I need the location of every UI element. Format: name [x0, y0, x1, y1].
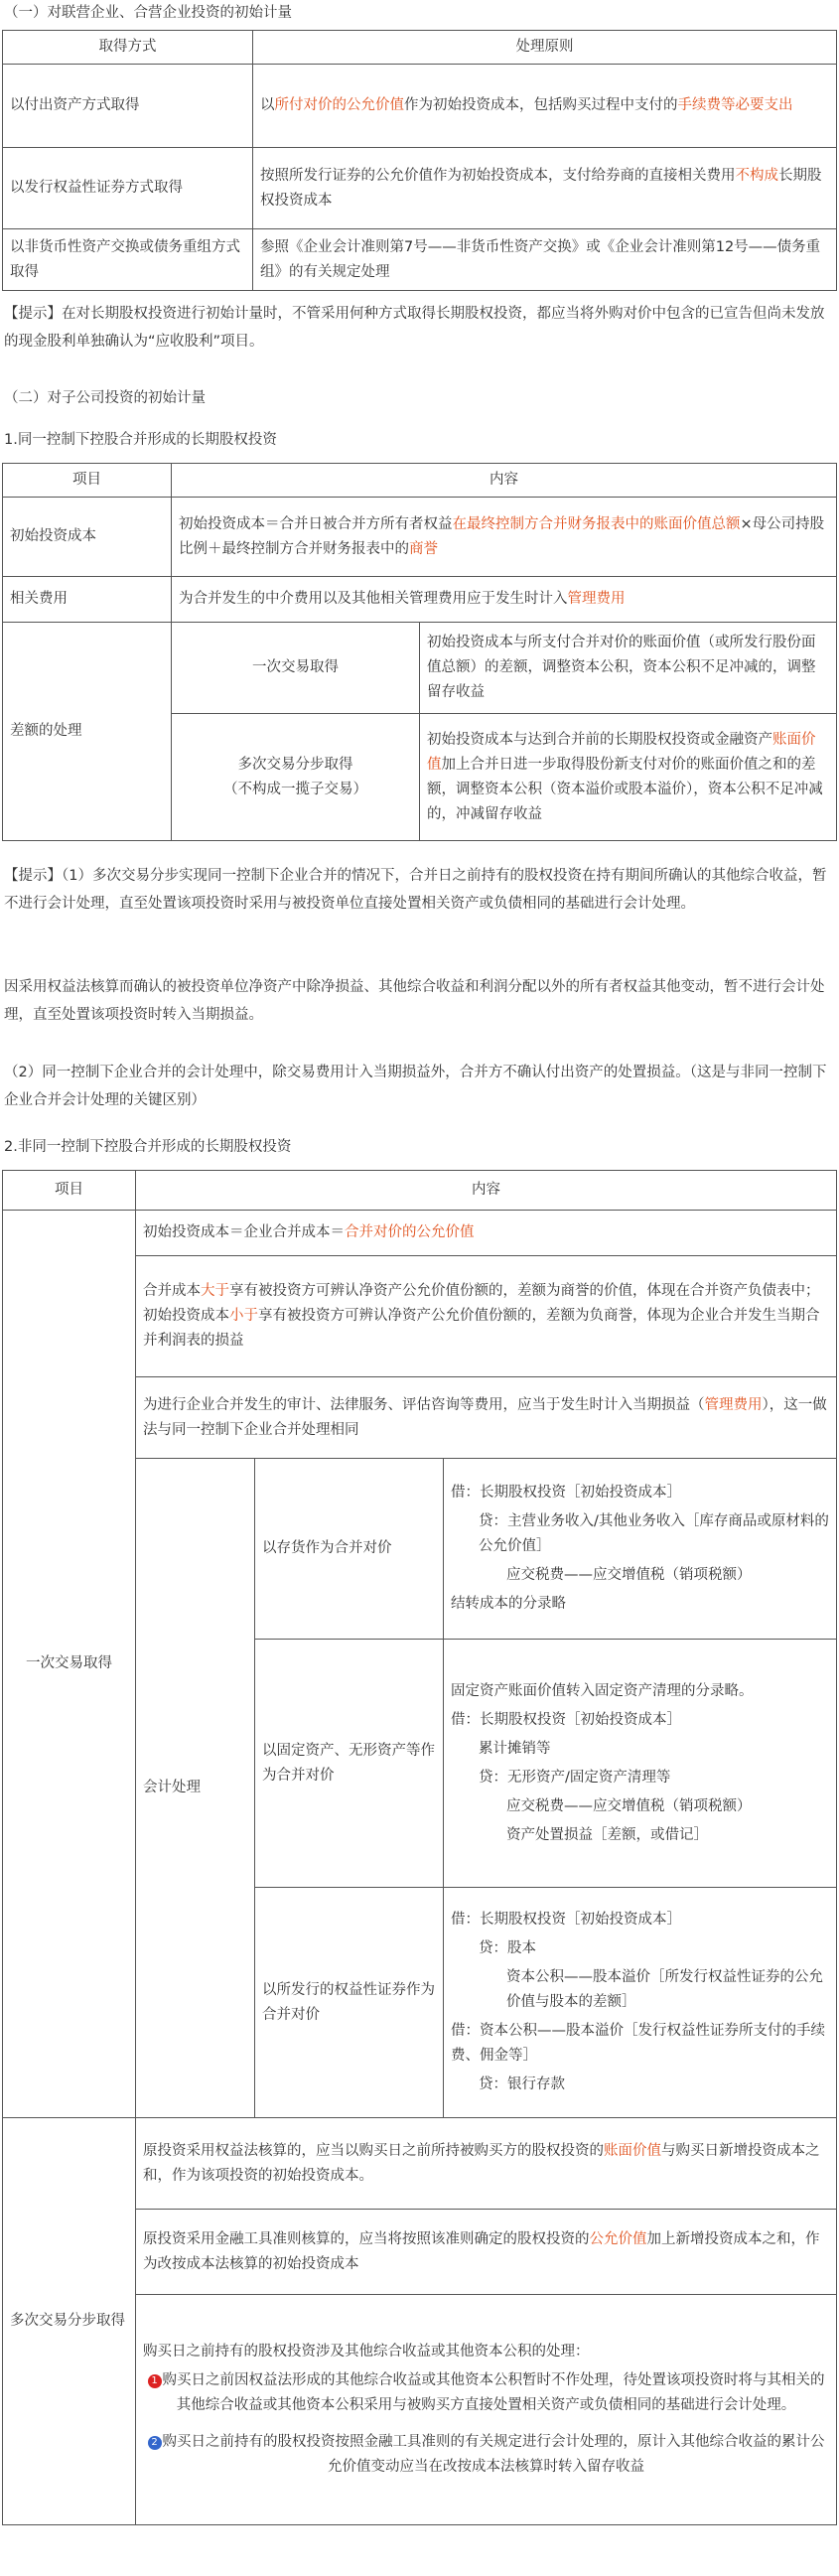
column-header: 取得方式	[3, 31, 253, 65]
column-header: 内容	[172, 464, 837, 498]
tip-note: （2）同一控制下企业合并的会计处理中，除交易费用计入当期损益外，合并方不确认付出资产的处置损益。（这是与非同一控制下企业合并会计处理的关键区别）	[4, 1065, 827, 1108]
item-label: 多次交易分步取得	[3, 2118, 136, 2525]
content-cell: 初始投资成本与所支付合并对价的账面价值（或所发行股份面值总额）的差额，调整资本公积，资本公积不足冲减的，调整留存收益	[420, 623, 837, 714]
number-badge-1: 1	[148, 2374, 162, 2388]
method-cell: 以非货币性资产交换或债务重组方式取得	[3, 229, 253, 291]
sub-label: 多次交易分步取得 （不构成一揽子交易）	[172, 714, 420, 841]
principle-cell: 按照所发行证券的公允价值作为初始投资成本，支付给券商的直接相关费用不构成长期股权投资成本	[253, 148, 837, 229]
content-cell: 为合并发生的中介费用以及其他相关管理费用应于发生时计入管理费用	[172, 577, 837, 623]
principle-cell: 参照《企业会计准则第7号——非货币性资产交换》或《企业会计准则第12号——债务重组》的有关规定处理	[253, 229, 837, 291]
content-cell: 原投资采用权益法核算的，应当以购买日之前所持被购买方的股权投资的账面价值与购买日新增投资成本之和，作为该项投资的初始投资成本。	[136, 2118, 837, 2210]
journal-entry: 借：长期股权投资［初始投资成本］ 贷：主营业务收入/其他业务收入［库存商品或原材料的公允价值］ 应交税费——应交增值税（销项税额） 结转成本的分录略	[444, 1459, 837, 1640]
consideration-label: 以存货作为合并对价	[255, 1459, 444, 1640]
content-cell: 购买日之前持有的股权投资涉及其他综合收益或其他资本公积的处理： 1 购买日之前因权益法形成的其他综合收益或其他资本公积暂时不作处理，待处置该项投资时将与其相关的其他综合收益或其他资本公积采用与被购买方直接处置相关资产或负债相同的基础进行会计处理。 2 购买日之前持有的股权投资按照金融工具准则的有关规定进行会计处理的，原计入其他综合收益的累计公允价值变动应当在改按成本法核算时转入留存收益	[136, 2295, 837, 2525]
item-label: 差额的处理	[3, 623, 172, 841]
item-label: 一次交易取得	[3, 1211, 136, 2118]
tip-note: 【提示】（1）多次交易分步实现同一控制下企业合并的情况下，合并日之前持有的股权投资在持有期间所确认的其他综合收益，暂不进行会计处理，直至处置该项投资时采用与被投资单位直接处置相关资产或负债相同的基础进行会计处理。	[4, 868, 827, 912]
column-header: 项目	[3, 464, 172, 498]
section-heading: （一）对联营企业、合营企业投资的初始计量	[4, 5, 292, 21]
column-header: 处理原则	[253, 31, 837, 65]
content-cell: 原投资采用金融工具准则核算的，应当将按照该准则确定的股权投资的公允价值加上新增投资成本之和，作为改按成本法核算的初始投资成本	[136, 2210, 837, 2295]
content-cell: 初始投资成本与达到合并前的长期股权投资或金融资产账面价值加上合并日进一步取得股份新支付对价的账面价值之和的差额，调整资本公积（资本溢价或股本溢价），资本公积不足冲减的，冲减留存收益	[420, 714, 837, 841]
journal-entry: 借：长期股权投资［初始投资成本］ 贷：股本 资本公积——股本溢价［所发行权益性证券的公允价值与股本的差额］ 借：资本公积——股本溢价［发行权益性证券所支付的手续费、佣金等］ 贷：银行存款	[444, 1888, 837, 2118]
sub-label: 一次交易取得	[172, 623, 420, 714]
column-header: 项目	[3, 1171, 136, 1211]
tip-note: 【提示】在对长期股权投资进行初始计量时，不管采用何种方式取得长期股权投资，都应当将外购对价中包含的已宣告但尚未发放的现金股利单独确认为“应收股利”项目。	[4, 306, 825, 350]
content-cell: 合并成本大于享有被投资方可辨认净资产公允价值份额的，差额为商誉的价值，体现在合并资产负债表中；初始投资成本小于享有被投资方可辨认净资产公允价值份额的，差额为负商誉，体现为企业合并发生当期合并利润表的损益	[136, 1256, 837, 1377]
method-cell: 以付出资产方式取得	[3, 65, 253, 148]
content-cell: 初始投资成本＝企业合并成本＝合并对价的公允价值	[136, 1211, 837, 1256]
principle-cell: 以所付对价的公允价值作为初始投资成本，包括购买过程中支付的手续费等必要支出	[253, 65, 837, 148]
method-cell: 以发行权益性证券方式取得	[3, 148, 253, 229]
tip-note: 因采用权益法核算而确认的被投资单位净资产中除净损益、其他综合收益和利润分配以外的所有者权益其他变动，暂不进行会计处理，直至处置该项投资时转入当期损益。	[4, 979, 825, 1023]
same-control-table	[2, 463, 837, 841]
section-heading: （二）对子公司投资的初始计量	[4, 390, 206, 406]
number-badge-2: 2	[148, 2436, 162, 2450]
journal-entry: 固定资产账面价值转入固定资产清理的分录略。 借：长期股权投资［初始投资成本］ 累计摊销等 贷：无形资产/固定资产清理等 应交税费——应交增值税（销项税额） 资产处置损益［差额，或借记］	[444, 1640, 837, 1888]
consideration-label: 以所发行的权益性证券作为合并对价	[255, 1888, 444, 2118]
subsection-heading: 1.同一控制下控股合并形成的长期股权投资	[4, 432, 277, 448]
item-label: 初始投资成本	[3, 498, 172, 577]
associate-initial-measurement-table	[2, 30, 837, 291]
subsection-heading: 2.非同一控制下控股合并形成的长期股权投资	[4, 1139, 292, 1155]
item-label: 相关费用	[3, 577, 172, 623]
non-same-control-table	[2, 1170, 837, 2525]
consideration-label: 以固定资产、无形资产等作为合并对价	[255, 1640, 444, 1888]
content-cell: 初始投资成本＝合并日被合并方所有者权益在最终控制方合并财务报表中的账面价值总额×母公司持股比例＋最终控制方合并财务报表中的商誉	[172, 498, 837, 577]
column-header: 内容	[136, 1171, 837, 1211]
content-cell: 为进行企业合并发生的审计、法律服务、评估咨询等费用，应当于发生时计入当期损益（管理费用），这一做法与同一控制下企业合并处理相同	[136, 1377, 837, 1459]
sub-label: 会计处理	[136, 1459, 255, 2118]
